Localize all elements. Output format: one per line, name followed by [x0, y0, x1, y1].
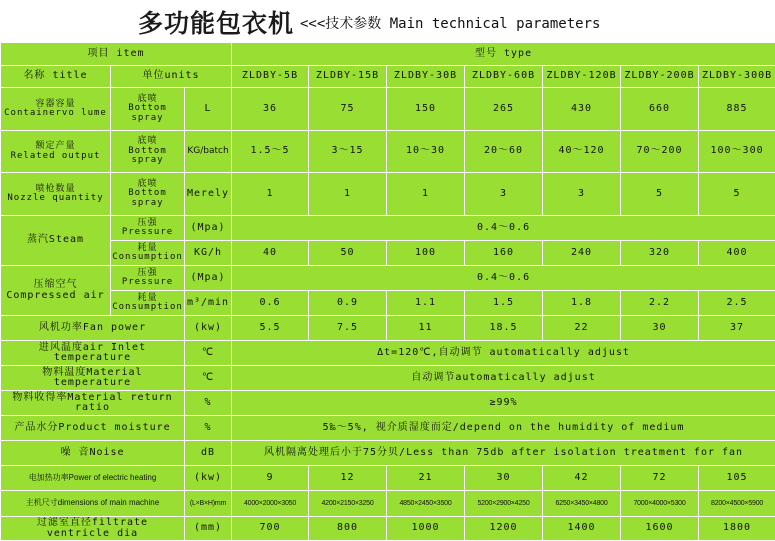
air-consumption-label: 耗量 Consumption	[111, 291, 185, 316]
value-cell: 1	[309, 173, 387, 216]
value-cell: 7000×4000×5300	[621, 491, 699, 517]
value-cell: 100	[387, 241, 465, 266]
value-cell: 40～120	[543, 131, 621, 173]
unit-cell: KG/h	[185, 241, 232, 266]
return-ratio-label: 物料收得率Material return ratio	[1, 391, 185, 416]
unit-cell: ℃	[185, 341, 232, 366]
nozzle-sub-label: 底喷 Bottom spray	[111, 173, 185, 216]
model-header: ZLDBY-200B	[621, 66, 699, 88]
table-row	[1, 441, 775, 466]
unit-cell: (Mpa)	[185, 266, 232, 291]
value-cell: 160	[465, 241, 543, 266]
value-cell: 4000×2000×3050	[232, 491, 309, 517]
value-cell: 800	[309, 517, 387, 541]
value-cell: 22	[543, 316, 621, 341]
value-cell: 40	[232, 241, 309, 266]
page-subtitle: <<<技术参数 Main technical parameters	[300, 13, 600, 33]
material-temp-value: 自动调节automatically adjust	[232, 366, 775, 391]
value-cell: 72	[621, 466, 699, 491]
steam-label: 蒸汽Steam	[1, 216, 111, 266]
unit-cell: ℃	[185, 366, 232, 391]
value-cell: 70～200	[621, 131, 699, 173]
dimensions-label: 主机尺寸dimensions of main machine	[1, 491, 185, 517]
value-cell: 21	[387, 466, 465, 491]
value-cell: 3～15	[309, 131, 387, 173]
volume-sub-label: 底喷 Bottom spray	[111, 88, 185, 131]
noise-value: 风机隔离处理后小于75分贝/Less than 75db after isolation treatment for fan	[232, 441, 775, 466]
inlet-value: Δt=120℃,自动调节 automatically adjust	[232, 341, 775, 366]
value-cell: 265	[465, 88, 543, 131]
model-header: ZLDBY-15B	[309, 66, 387, 88]
table-row	[1, 88, 775, 131]
unit-cell: (L×B×H)mm	[185, 491, 232, 517]
value-cell: 1.8	[543, 291, 621, 316]
value-cell: 6250×3450×4800	[543, 491, 621, 517]
table-row	[1, 517, 775, 541]
value-cell: 5	[621, 173, 699, 216]
table-row	[1, 416, 775, 441]
air-pressure-label: 压强 Pressure	[111, 266, 185, 291]
unit-cell: m³/min	[185, 291, 232, 316]
value-cell: 8200×4500×5900	[699, 491, 775, 517]
value-cell: 2.2	[621, 291, 699, 316]
name-header: 名称 title	[1, 66, 111, 88]
value-cell: 9	[232, 466, 309, 491]
value-cell: 10～30	[387, 131, 465, 173]
material-temp-label: 物料温度Material temperature	[1, 366, 185, 391]
unit-cell: KG/batch	[185, 131, 232, 173]
value-cell: 430	[543, 88, 621, 131]
output-label: 额定产量 Related output	[1, 131, 111, 173]
moisture-label: 产品水分Product moisture	[1, 416, 185, 441]
value-cell: 2.5	[699, 291, 775, 316]
table-row	[1, 341, 775, 366]
value-cell: 1000	[387, 517, 465, 541]
value-cell: 12	[309, 466, 387, 491]
value-cell: 30	[621, 316, 699, 341]
value-cell: 1600	[621, 517, 699, 541]
steam-pressure-label: 压强 Pressure	[111, 216, 185, 241]
moisture-value: 5‰～5%, 视介质湿度而定/depend on the humidity of medium	[232, 416, 775, 441]
header	[0, 0, 775, 42]
value-cell: 18.5	[465, 316, 543, 341]
value-cell: 3	[543, 173, 621, 216]
inlet-label: 进风温度air Inlet temperature	[1, 341, 185, 366]
unit-cell: dB	[185, 441, 232, 466]
type-header: 型号 type	[232, 43, 775, 66]
value-cell: 5	[699, 173, 775, 216]
unit-cell: (Mpa)	[185, 216, 232, 241]
air-pressure-value: 0.4～0.6	[232, 266, 775, 291]
unit-cell: L	[185, 88, 232, 131]
table-row	[1, 391, 775, 416]
unit-cell: %	[185, 416, 232, 441]
table-row	[1, 491, 775, 517]
return-ratio-value: ≥99%	[232, 391, 775, 416]
value-cell: 4850×2450×3500	[387, 491, 465, 517]
value-cell: 4200×2150×3250	[309, 491, 387, 517]
value-cell: 1200	[465, 517, 543, 541]
volume-label: 容器容量 Containervo lume	[1, 88, 111, 131]
air-label: 压缩空气 Compressed air	[1, 266, 111, 316]
spec-table	[0, 42, 775, 541]
value-cell: 105	[699, 466, 775, 491]
unit-cell: (kw)	[185, 466, 232, 491]
value-cell: 1	[232, 173, 309, 216]
table-row	[1, 366, 775, 391]
nozzle-label: 喷枪数量 Nozzle quantity	[1, 173, 111, 216]
table-row	[1, 173, 775, 216]
fan-label: 风机功率Fan power	[1, 316, 185, 341]
table-row	[1, 466, 775, 491]
value-cell: 400	[699, 241, 775, 266]
model-header: ZLDBY-60B	[465, 66, 543, 88]
value-cell: 37	[699, 316, 775, 341]
value-cell: 0.9	[309, 291, 387, 316]
value-cell: 7.5	[309, 316, 387, 341]
model-header: ZLDBY-5B	[232, 66, 309, 88]
value-cell: 1.1	[387, 291, 465, 316]
unit-cell: (mm)	[185, 517, 232, 541]
model-header: ZLDBY-30B	[387, 66, 465, 88]
value-cell: 5200×2900×4250	[465, 491, 543, 517]
value-cell: 1.5	[465, 291, 543, 316]
table-row	[1, 316, 775, 341]
steam-consumption-label: 耗量 Consumption	[111, 241, 185, 266]
value-cell: 20～60	[465, 131, 543, 173]
unit-header: 单位units	[111, 66, 232, 88]
noise-label: 噪 音Noise	[1, 441, 185, 466]
model-header: ZLDBY-300B	[699, 66, 775, 88]
value-cell: 30	[465, 466, 543, 491]
value-cell: 3	[465, 173, 543, 216]
value-cell: 75	[309, 88, 387, 131]
value-cell: 660	[621, 88, 699, 131]
value-cell: 5.5	[232, 316, 309, 341]
table-row	[1, 43, 775, 66]
table-row	[1, 216, 775, 241]
value-cell: 700	[232, 517, 309, 541]
filtrate-label: 过滤室直径filtrate ventricle dia	[1, 517, 185, 541]
table-row	[1, 241, 775, 266]
steam-pressure-value: 0.4～0.6	[232, 216, 775, 241]
item-header: 项目 item	[1, 43, 232, 66]
value-cell: 240	[543, 241, 621, 266]
value-cell: 1.5～5	[232, 131, 309, 173]
heating-label: 电加热功率Power of electric heating	[1, 466, 185, 491]
value-cell: 11	[387, 316, 465, 341]
value-cell: 885	[699, 88, 775, 131]
value-cell: 150	[387, 88, 465, 131]
value-cell: 50	[309, 241, 387, 266]
model-header: ZLDBY-120B	[543, 66, 621, 88]
table-row	[1, 66, 775, 88]
unit-cell: (kw)	[185, 316, 232, 341]
value-cell: 320	[621, 241, 699, 266]
value-cell: 1400	[543, 517, 621, 541]
value-cell: 100～300	[699, 131, 775, 173]
table-row	[1, 131, 775, 173]
value-cell: 36	[232, 88, 309, 131]
output-sub-label: 底喷 Bottom spray	[111, 131, 185, 173]
value-cell: 1800	[699, 517, 775, 541]
page-title: 多功能包衣机	[138, 4, 294, 40]
unit-cell: %	[185, 391, 232, 416]
value-cell: 0.6	[232, 291, 309, 316]
table-row	[1, 291, 775, 316]
value-cell: 1	[387, 173, 465, 216]
unit-cell: Merely	[185, 173, 232, 216]
table-row	[1, 266, 775, 291]
value-cell: 42	[543, 466, 621, 491]
